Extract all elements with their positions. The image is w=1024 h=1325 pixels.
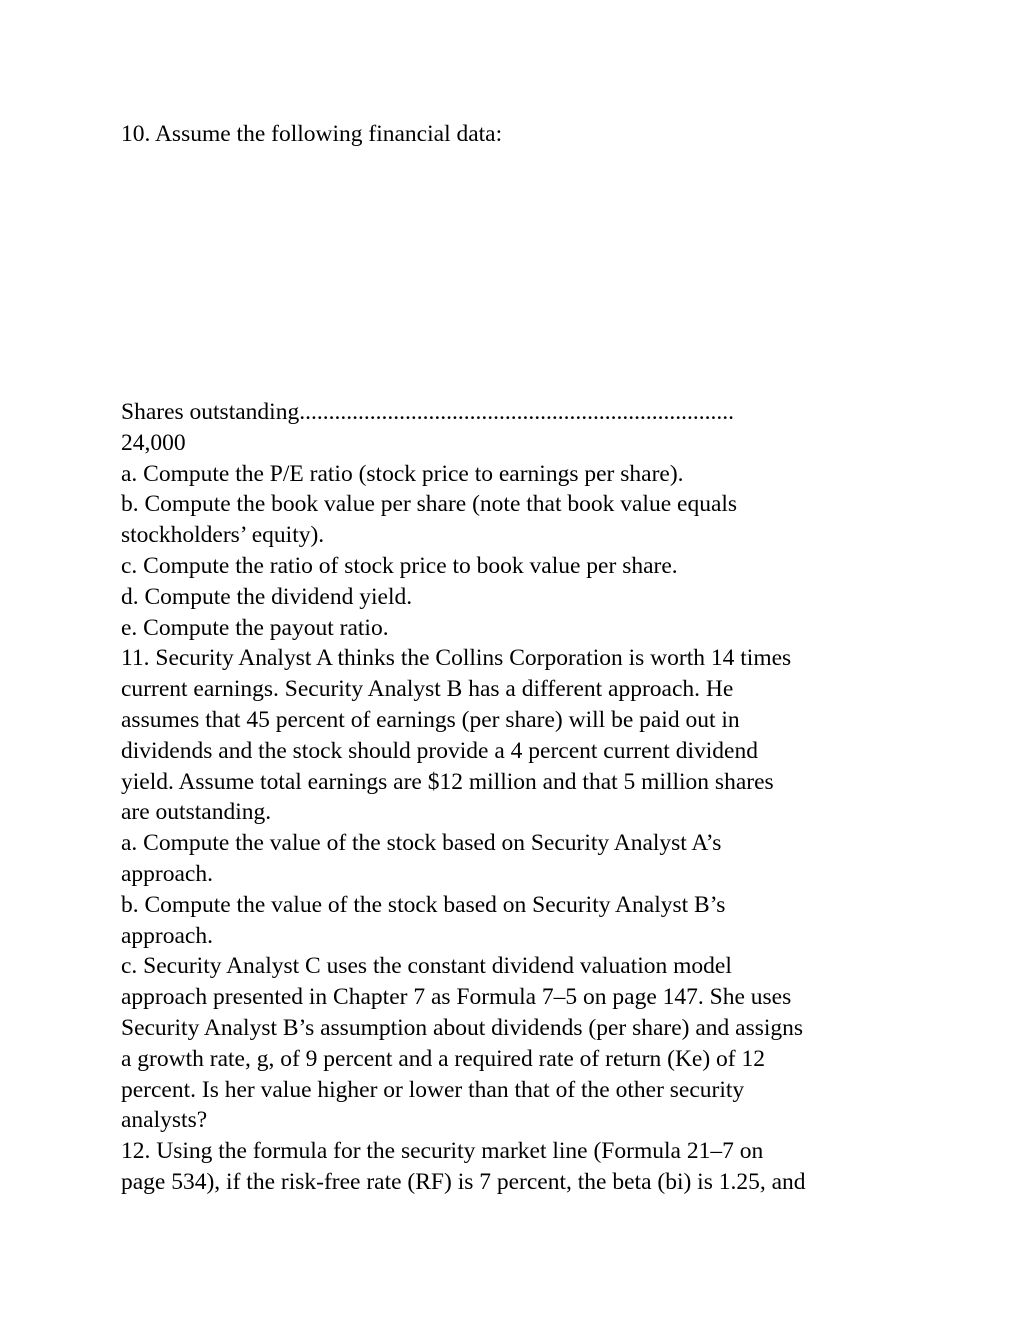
problem-11-line-6: are outstanding. (121, 799, 272, 826)
problem-11-line-4: dividends and the stock should provide a 4 percent current dividend (121, 737, 758, 764)
problem-11c-line-3: Security Analyst B’s assumption about dividends (per share) and assigns (121, 1014, 804, 1041)
problem-10-heading: 10. Assume the following financial data: (121, 121, 503, 147)
problem-10e: e. Compute the payout ratio. (121, 614, 389, 641)
problem-12-line-1: 12. Using the formula for the security market line (Formula 21–7 on (121, 1138, 764, 1165)
problem-10b-line-1: b. Compute the book value per share (note that book value equals (121, 491, 738, 518)
problem-11c-line-4: a growth rate, g, of 9 percent and a required rate of return (Ke) of 12 (121, 1045, 766, 1072)
problem-11a-line-1: a. Compute the value of the stock based on Security Analyst A’s (121, 830, 722, 857)
problem-11-line-1: 11. Security Analyst A thinks the Collins Corporation is worth 14 times (121, 645, 792, 672)
problem-11-line-3: assumes that 45 percent of earnings (per share) will be paid out in (121, 706, 740, 733)
shares-outstanding-label: Shares outstanding.......................................................................... (121, 399, 734, 425)
problem-10a: a. Compute the P/E ratio (stock price to earnings per share). (121, 460, 684, 487)
problem-10d: d. Compute the dividend yield. (121, 583, 413, 610)
problem-11c-line-2: approach presented in Chapter 7 as Formula 7–5 on page 147. She uses (121, 984, 792, 1011)
shares-outstanding-value: 24,000 (121, 429, 186, 456)
problem-11-line-2: current earnings. Security Analyst B has a different approach. He (121, 676, 734, 703)
problem-11c-line-6: analysts? (121, 1107, 208, 1134)
problem-11c-line-1: c. Security Analyst C uses the constant dividend valuation model (121, 953, 732, 980)
problem-12-line-2: page 534), if the risk-free rate (RF) is 7 percent, the beta (bi) is 1.25, and (121, 1168, 806, 1195)
problem-10b-line-2: stockholders’ equity). (121, 522, 325, 549)
problem-11b-line-2: approach. (121, 922, 213, 949)
problem-11b-line-1: b. Compute the value of the stock based on Security Analyst B’s (121, 891, 726, 918)
problem-11-line-5: yield. Assume total earnings are $12 million and that 5 million shares (121, 768, 774, 795)
problem-10c: c. Compute the ratio of stock price to book value per share. (121, 552, 678, 579)
problem-11a-line-2: approach. (121, 860, 213, 887)
document-body (121, 397, 911, 1198)
problem-11c-line-5: percent. Is her value higher or lower than that of the other security (121, 1076, 745, 1103)
